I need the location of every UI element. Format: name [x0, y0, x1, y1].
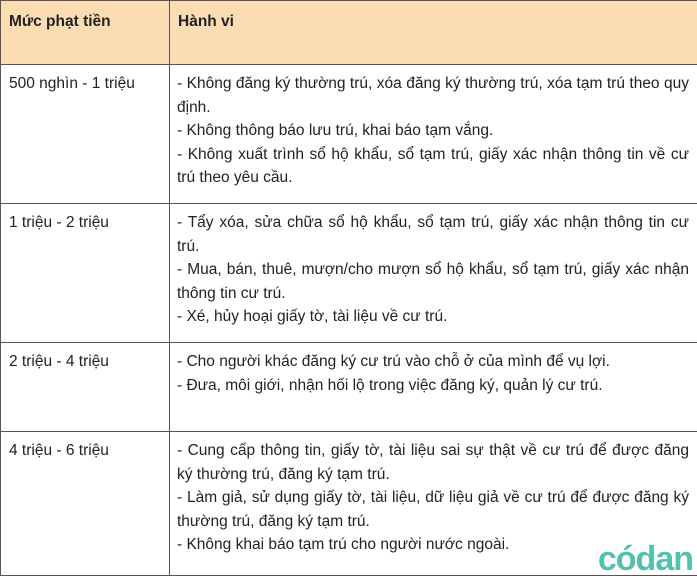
act-item: - Cho người khác đăng ký cư trú vào chỗ ở của mình để vụ lợi.	[177, 350, 689, 374]
act-item: - Tẩy xóa, sửa chữa sổ hộ khẩu, sổ tạm trú, giấy xác nhận thông tin cư trú.	[177, 211, 689, 258]
table-row	[1, 65, 697, 204]
header-fine: Mức phạt tiền	[1, 1, 170, 65]
codan-logo: códan	[598, 542, 693, 576]
act-item: - Mua, bán, thuê, mượn/cho mượn sổ hộ khẩu, sổ tạm trú, giấy xác nhận thông tin cư trú.	[177, 258, 689, 305]
act-item: - Không thông báo lưu trú, khai báo tạm vắng.	[177, 119, 689, 143]
act-item: - Không đăng ký thường trú, xóa đăng ký thường trú, xóa tạm trú theo quy định.	[177, 72, 689, 119]
act-item: - Đưa, môi giới, nhận hối lộ trong việc đăng ký, quản lý cư trú.	[177, 374, 689, 398]
acts-cell	[170, 343, 697, 432]
act-item: - Làm giả, sử dụng giấy tờ, tài liệu, dữ liệu giả về cư trú để được đăng ký thường trú, đăng ký tạm trú.	[177, 486, 689, 533]
act-item: - Không xuất trình sổ hộ khẩu, sổ tạm trú, giấy xác nhận thông tin về cư trú theo yêu cầu.	[177, 143, 689, 190]
fine-cell: 2 triệu - 4 triệu	[1, 343, 170, 432]
table-row	[1, 343, 697, 432]
act-item: - Xé, hủy hoại giấy tờ, tài liệu về cư trú.	[177, 305, 689, 329]
acts-cell	[170, 65, 697, 204]
acts-cell	[170, 204, 697, 343]
fine-cell: 500 nghìn - 1 triệu	[1, 65, 170, 204]
table-row	[1, 432, 697, 576]
header-acts: Hành vi	[170, 1, 697, 65]
table-row	[1, 204, 697, 343]
table-header-row	[1, 1, 697, 65]
act-item: - Cung cấp thông tin, giấy tờ, tài liệu sai sự thật về cư trú để được đăng ký thường trú, đăng ký tạm trú.	[177, 439, 689, 486]
fine-cell: 1 triệu - 2 triệu	[1, 204, 170, 343]
act-item: - Không khai báo tạm trú cho người nước ngoài.	[177, 533, 689, 557]
fine-cell: 4 triệu - 6 triệu	[1, 432, 170, 576]
